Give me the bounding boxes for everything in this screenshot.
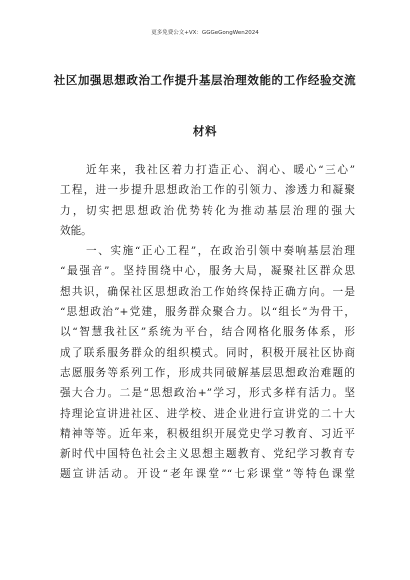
body-line: 以“智慧我社区”系统为平台，结合网格化服务体系，形 bbox=[60, 326, 355, 339]
body-line: 精神等等。近年来，积极组织开展党史学习教育、习近平 bbox=[60, 427, 355, 440]
body-line: 力，切实把思想政治优势转化为推动基层治理的强大 bbox=[60, 204, 355, 217]
body-line: 想共识，确保社区思想政治工作始终保持正确方向。一是 bbox=[60, 285, 355, 298]
body-line: 持理论宣讲进社区、进学校、进企业进行宣讲党的二十大 bbox=[60, 407, 355, 420]
body-line: 效能。 bbox=[60, 224, 92, 237]
document-body bbox=[60, 160, 355, 485]
body-line: 题宣讲活动。开设“老年课堂”“七彩课堂”等特色课堂 bbox=[60, 468, 355, 481]
body-line: 一、实施“正心工程”，在政治引领中奏响基层治理 bbox=[86, 245, 355, 258]
body-line: 成了联系服务群众的组织模式。同时，积极开展社区协商 bbox=[60, 346, 355, 359]
body-line: 新时代中国特色社会主义思想主题教育、党纪学习教育专 bbox=[60, 448, 355, 461]
body-line: 志愿服务等系列工作，形成共同破解基层思想政治难题的 bbox=[60, 366, 355, 379]
body-line: “思想政治”+党建，服务群众聚合力。以“组长”为骨干， bbox=[60, 306, 355, 319]
body-line: “最强音”。坚持围绕中心，服务大局，凝聚社区群众思 bbox=[60, 265, 355, 278]
body-line: 近年来，我社区着力打造正心、润心、暖心“三心” bbox=[86, 164, 355, 176]
header-note: 更多免费公文+VX：GGGeGongWen2024 bbox=[151, 30, 259, 36]
document-title: 社区加强思想政治工作提升基层治理效能的工作经验交流 bbox=[53, 73, 357, 87]
document-title-continued: 材料 bbox=[192, 124, 218, 138]
body-line: 工程，进一步提升思想政治工作的引领力、渗透力和凝聚 bbox=[60, 184, 355, 197]
body-line: 强大合力。二是“思想政治+”学习，形式多样有活力。坚 bbox=[60, 387, 355, 400]
